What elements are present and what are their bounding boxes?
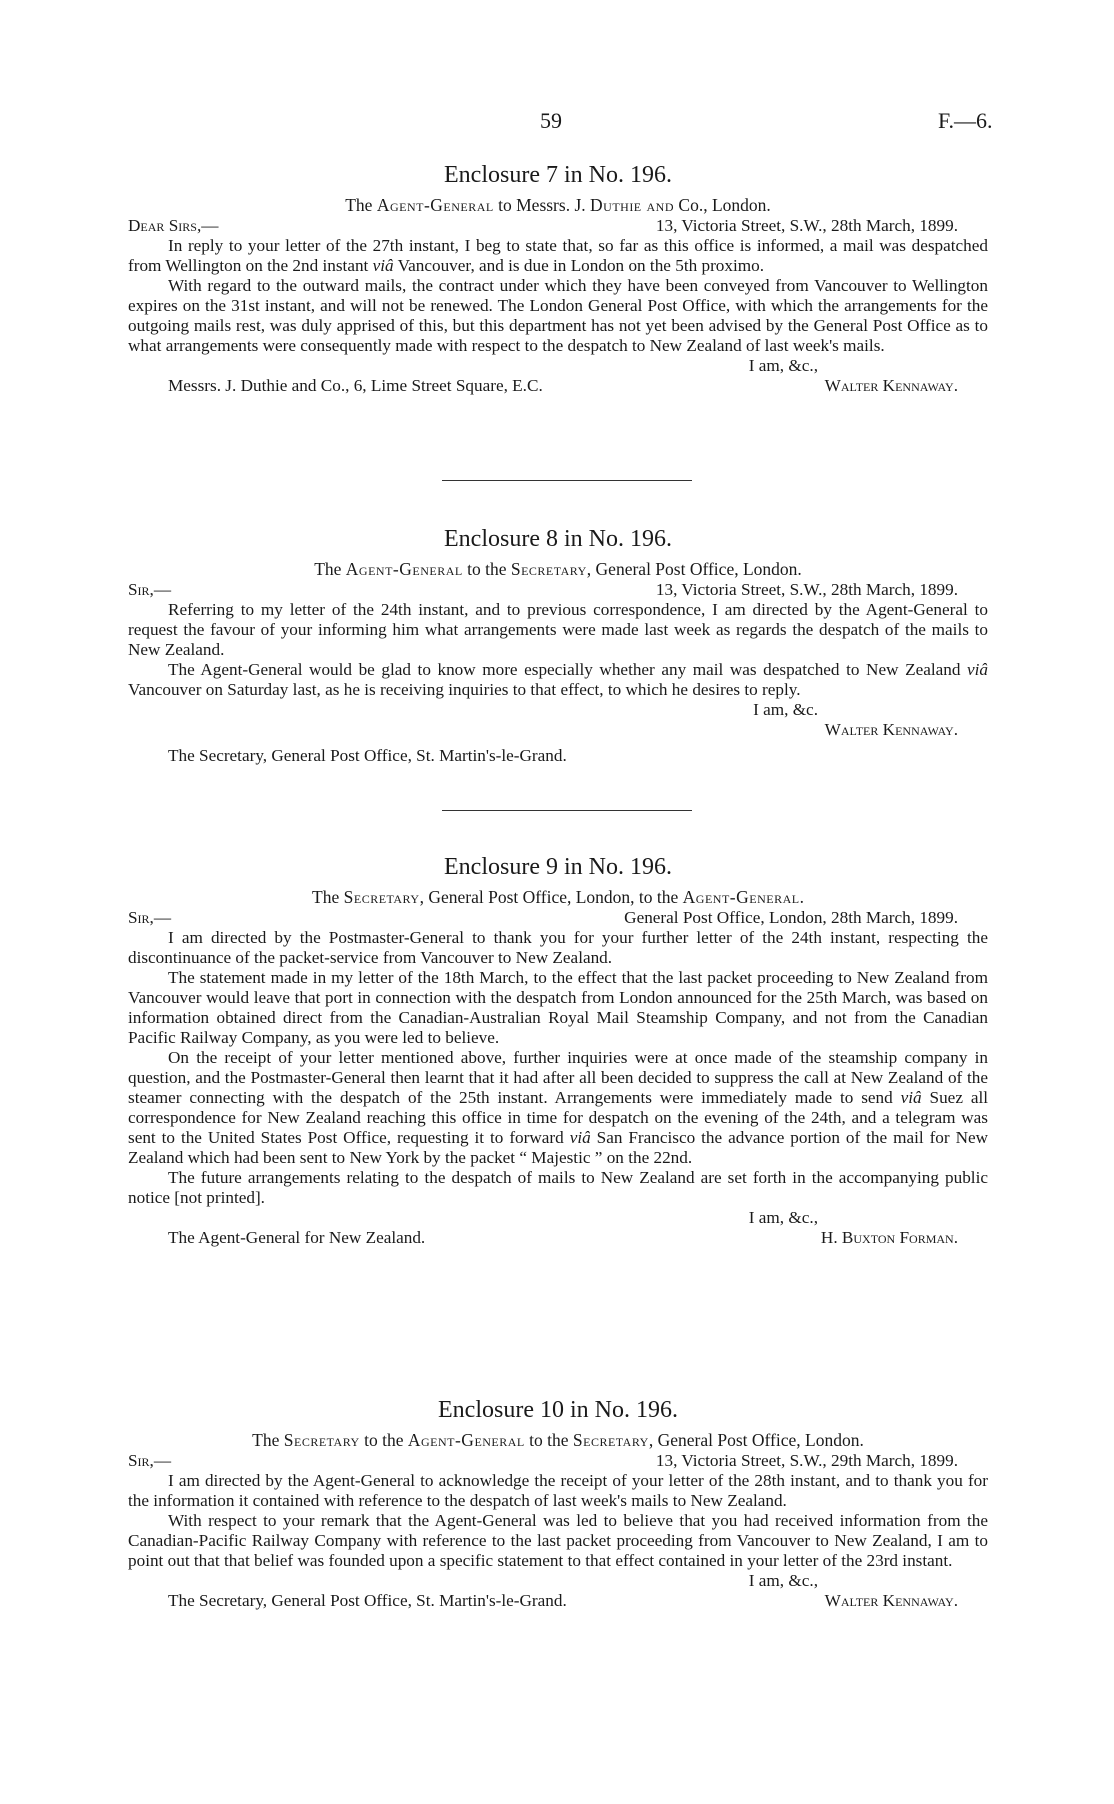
enclosure-8 [128,524,988,766]
salutation-row [128,216,988,236]
closing: I am, &c., [748,1571,818,1590]
signature: Walter Kennaway. [824,720,958,739]
signature: Walter Kennaway. [824,1591,958,1610]
paragraph: The Agent-General would be glad to know more especially whether any mail was despatched to New Zealand viâ Vancouver on Saturday last, as he is receiving inquiries to that effect, to which he desires to reply. [128,660,988,699]
enclosure-title: Enclosure 7 in No. 196. [444,162,672,188]
sender-address: 13, Victoria Street, S.W., 29th March, 1899. [655,1451,958,1470]
paragraph: On the receipt of your letter mentioned above, further inquiries were at once made of the steamship company in question, and the Postmaster-General then learnt that it had after all been decided to suppress the call at New Zealand of the steamer connecting with the despatch of the 25th instant. Arrangements were immediately made to send viâ Suez all correspondence for New Zealand reaching this office in time for despatch on the evening of the 24th, and a telegram was sent to the United States Post Office, requesting it to forward viâ San Francisco the advance portion of the mail for New Zealand which had been sent to New York by the packet “ Majestic ” on the 22nd. [128,1048,989,1167]
sender-address: General Post Office, London, 28th March, 1899. [624,908,958,927]
enclosure-title: Enclosure 9 in No. 196. [444,854,672,880]
enclosure-title: Enclosure 8 in No. 196. [444,526,672,552]
section-divider [442,810,692,811]
addressee: The Agent-General for New Zealand. [168,1228,426,1247]
salutation-row [128,580,988,600]
addressee: The Secretary, General Post Office, St. Martin's-le-Grand. [168,1591,567,1610]
paragraph: In reply to your letter of the 27th instant, I beg to state that, so far as this office is informed, a mail was despatched from Wellington on the 2nd instant viâ Vancouver, and is due in London on the 5th proximo. [128,236,988,275]
paragraph: The statement made in my letter of the 18th March, to the effect that the last packet proceeding to New Zealand from Vancouver would leave that port in connection with the despatch from London announced for the 25th March, was based on information obtained direct from the Canadian-Australian Royal Mail Steamship Company, and not from the Canadian Pacific Railway Company, as you were led to believe. [128,968,988,1047]
enclosure-subtitle: The Secretary, General Post Office, London, to the Agent-General. [312,887,804,907]
addressee: Messrs. J. Duthie and Co., 6, Lime Street Square, E.C. [168,376,543,395]
enclosure-subtitle: The Secretary to the Agent-General to the Secretary, General Post Office, London. [252,1430,864,1450]
signature-row [128,1228,988,1248]
sender-address: 13, Victoria Street, S.W., 28th March, 1899. [655,580,958,599]
salutation-row [128,1451,988,1471]
paragraph: With regard to the outward mails, the contract under which they have been conveyed from Vancouver to Wellington expires on the 31st instant, and will not be renewed. The London General Post Office, with which the arrangements for the outgoing mails rest, was duly apprised of this, but this department has not yet been advised by the General Post Office as to what arrangements were consequently made with respect to the despatch to New Zealand of last week's mails. [128,276,988,355]
section-divider [442,480,692,481]
enclosure-10 [128,1395,988,1611]
page-number: 59 [540,108,562,133]
signature-row [128,376,988,396]
sender-address: 13, Victoria Street, S.W., 28th March, 1899. [655,216,958,235]
closing: I am, &c. [753,700,818,719]
enclosure-title: Enclosure 10 in No. 196. [438,1397,678,1423]
signature: Walter Kennaway. [824,376,958,395]
paragraph: The future arrangements relating to the despatch of mails to New Zealand are set forth in the accompanying public notice [not printed]. [128,1168,988,1207]
document-reference: F.—6. [938,108,993,133]
salutation-row [128,908,988,928]
signature: H. Buxton Forman. [820,1228,958,1247]
paragraph: I am directed by the Agent-General to acknowledge the receipt of your letter of the 28th instant, and to thank you for the information it contained with reference to the despatch of last week's mails to New Zealand. [128,1471,988,1510]
salutation: Sir,— [128,1451,172,1470]
paragraph: I am directed by the Postmaster-General to thank you for your further letter of the 24th instant, respecting the discontinuance of the packet-service from Vancouver to New Zealand. [128,928,988,967]
salutation: Dear Sirs,— [128,216,219,235]
addressee: The Secretary, General Post Office, St. Martin's-le-Grand. [168,746,567,765]
closing: I am, &c., [748,1208,818,1227]
enclosure-subtitle: The Agent-General to the Secretary, General Post Office, London. [314,559,802,579]
salutation: Sir,— [128,908,172,927]
salutation: Sir,— [128,580,172,599]
signature-line [128,720,988,740]
paragraph: With respect to your remark that the Agent-General was led to believe that you had received information from the Canadian-Pacific Railway Company with reference to the last packet proceeding from Vancouver to New Zealand, I am to point out that that belief was founded upon a specific statement to that effect contained in your letter of the 23rd instant. [128,1511,988,1570]
enclosure-subtitle: The Agent-General to Messrs. J. Duthie and Co., London. [345,195,771,215]
closing: I am, &c., [748,356,818,375]
signature-row [128,1591,988,1611]
paragraph: Referring to my letter of the 24th instant, and to previous correspondence, I am directed by the Agent-General to request the favour of your informing him what arrangements were made last week as regards the despatch of the mails to New Zealand. [128,600,988,659]
enclosure-7 [128,160,988,396]
enclosure-9 [128,852,988,1248]
